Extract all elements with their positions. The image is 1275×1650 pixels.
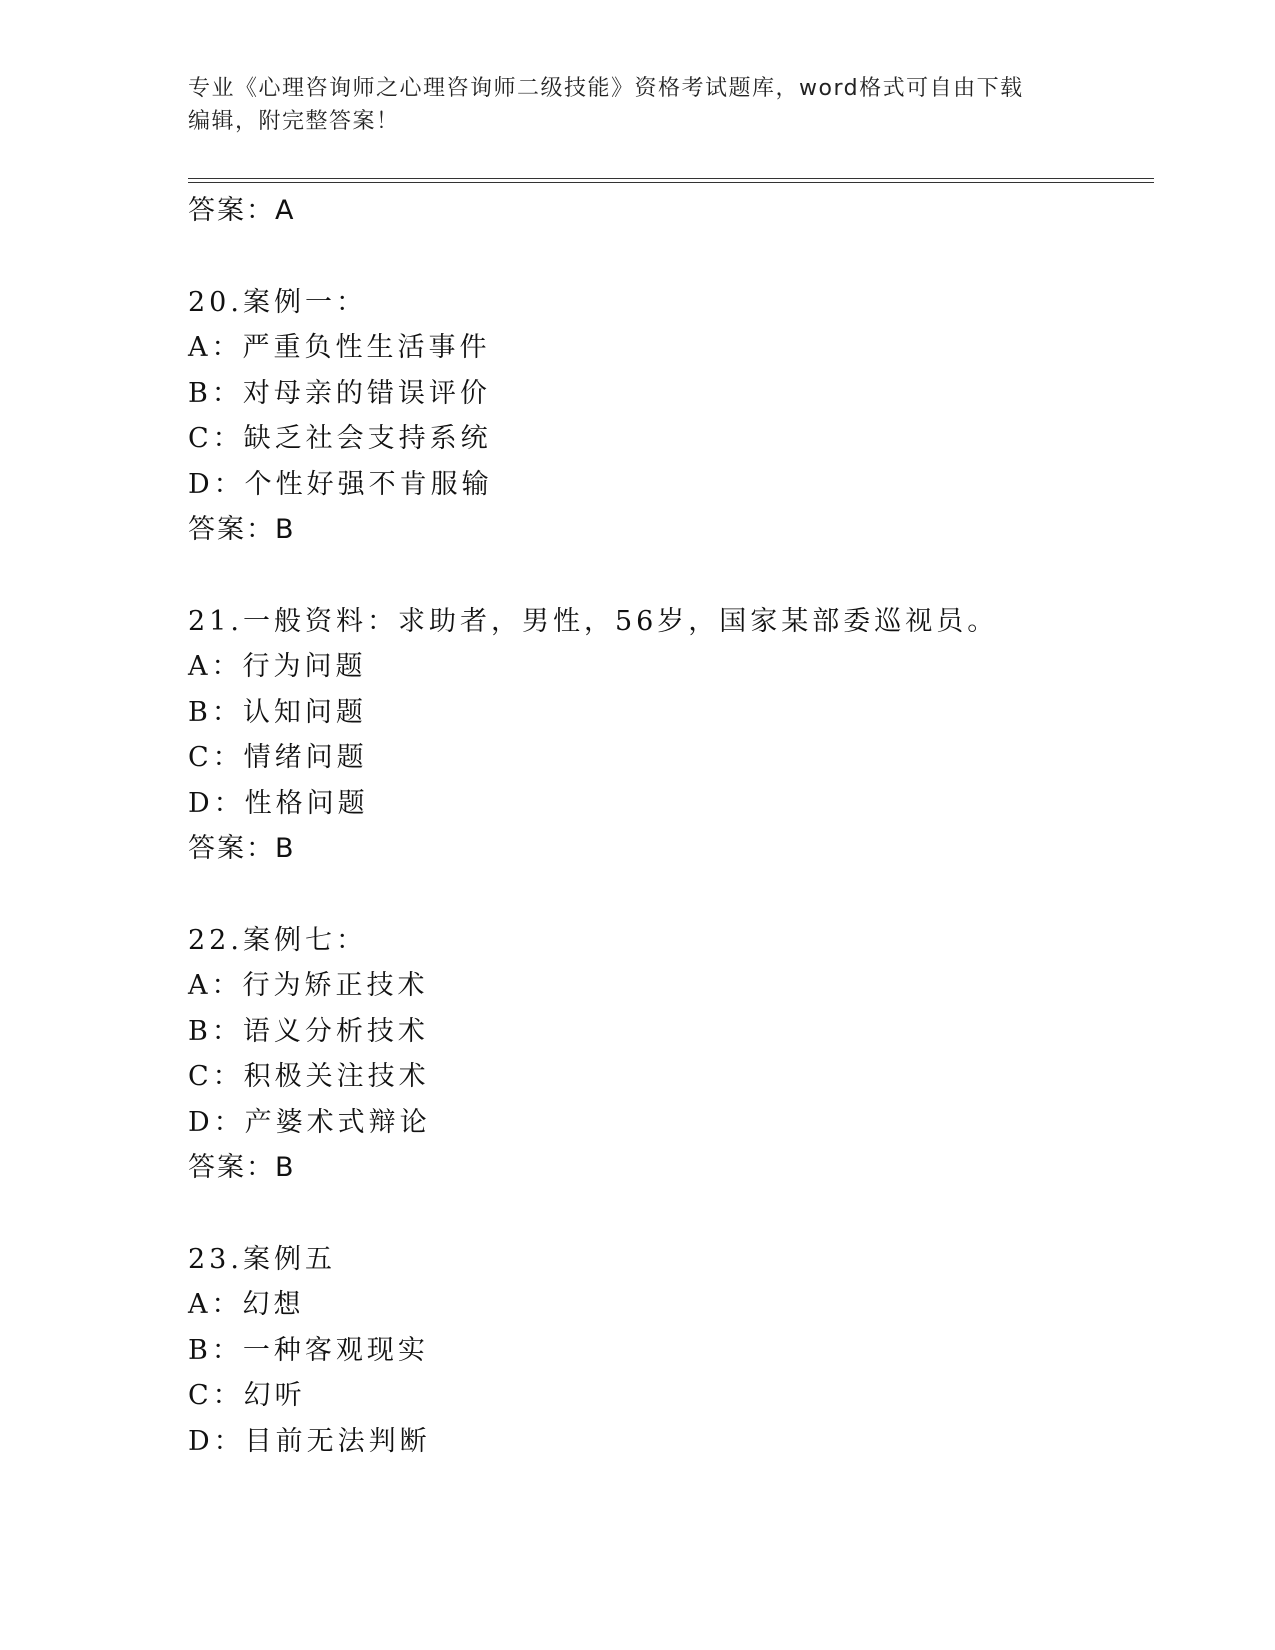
option-a: A：严重负性生活事件 <box>188 332 491 363</box>
option-d: D：产婆术式辩论 <box>188 1106 431 1138</box>
question-stem: 22.案例七： <box>188 924 367 956</box>
answer-line <box>188 507 1148 553</box>
document-header <box>188 72 1068 138</box>
answer-line <box>188 826 1148 872</box>
spacer <box>188 1191 1148 1237</box>
option-c: C：缺乏社会支持系统 <box>188 423 492 454</box>
option-d: D：个性好强不肯服输 <box>188 468 493 500</box>
question-22 <box>188 918 1148 1191</box>
answer-value: B <box>275 514 296 545</box>
question-20 <box>188 280 1148 553</box>
header-line-1: 专业《心理咨询师之心理咨询师二级技能》资格考试题库，word格式可自由下载 <box>188 76 1024 101</box>
option-b: B：对母亲的错误评价 <box>188 377 491 409</box>
answer-prefix: 答案： <box>188 514 275 545</box>
option-a: A：行为矫正技术 <box>188 970 429 1001</box>
spacer <box>188 553 1148 599</box>
option-a: A：行为问题 <box>188 651 367 682</box>
question-list <box>188 188 1148 1464</box>
answer-prefix: 答案： <box>188 1152 275 1183</box>
option-c: C：幻听 <box>188 1380 306 1411</box>
question-stem: 23.案例五 <box>188 1243 336 1275</box>
answer-prefix: 答案： <box>188 195 275 226</box>
option-d: D：目前无法判断 <box>188 1425 431 1457</box>
answer-line-19 <box>188 188 1148 234</box>
answer-value: B <box>275 1152 296 1183</box>
option-b: B：语义分析技术 <box>188 1015 429 1047</box>
question-stem: 20.案例一： <box>188 286 367 318</box>
option-c: C：积极关注技术 <box>188 1061 430 1092</box>
header-line-2: 编辑，附完整答案！ <box>188 109 400 134</box>
option-b: B：一种客观现实 <box>188 1334 429 1366</box>
answer-value: A <box>275 195 296 226</box>
question-stem: 21.一般资料：求助者，男性，56岁，国家某部委巡视员。 <box>188 605 999 637</box>
answer-prefix: 答案： <box>188 833 275 864</box>
answer-line <box>188 1145 1148 1191</box>
option-a: A：幻想 <box>188 1289 305 1320</box>
option-d: D：性格问题 <box>188 787 369 819</box>
question-23 <box>188 1237 1148 1465</box>
header-divider-bottom <box>188 182 1154 183</box>
answer-value: B <box>275 833 296 864</box>
spacer <box>188 872 1148 918</box>
spacer <box>188 234 1148 280</box>
option-b: B：认知问题 <box>188 696 367 728</box>
header-divider-top <box>188 178 1154 179</box>
question-21 <box>188 599 1148 872</box>
option-c: C：情绪问题 <box>188 742 368 773</box>
